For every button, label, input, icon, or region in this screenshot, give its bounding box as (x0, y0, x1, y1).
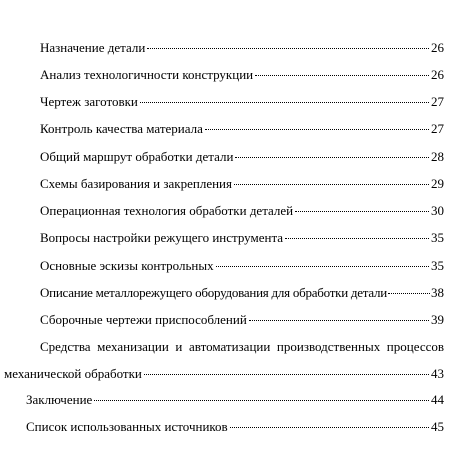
toc-entry[interactable] (0, 38, 467, 58)
toc-entry-multiline-cont[interactable] (0, 364, 467, 384)
dot-leader (388, 287, 430, 294)
toc-entry[interactable] (0, 310, 467, 330)
toc-entry-page: 35 (431, 230, 444, 245)
dot-leader (140, 96, 429, 103)
toc-entry-page: 39 (431, 312, 444, 327)
toc-entry-title: Чертеж заготовки (40, 94, 138, 109)
toc-entry-multiline[interactable] (0, 337, 467, 357)
toc-entry-conclusion[interactable] (0, 390, 467, 410)
dot-leader (249, 314, 429, 321)
toc-entry-title-line2: механической обработки (4, 366, 142, 381)
toc-entry-page: 35 (431, 258, 444, 273)
toc-entry[interactable] (0, 283, 467, 303)
toc-entry-title: Операционная технология обработки деталей (40, 203, 294, 218)
toc-entry[interactable] (0, 174, 467, 194)
toc-entry-page: 44 (431, 392, 444, 407)
dot-leader (205, 123, 429, 130)
toc-entry-page: 27 (431, 94, 444, 109)
dot-leader (285, 232, 429, 239)
toc-entry-page: 26 (431, 67, 444, 82)
toc-entry-title: Контроль качества материала (40, 121, 203, 136)
toc-entry-page: 28 (431, 149, 444, 164)
toc-entry-title: Вопросы настройки режущего инструмента (40, 230, 284, 245)
toc-entry[interactable] (0, 256, 467, 276)
toc-entry[interactable] (0, 228, 467, 248)
toc-entry[interactable] (0, 65, 467, 85)
toc-entry[interactable] (0, 147, 467, 167)
dot-leader (216, 260, 429, 267)
toc-entry-title: Основные эскизы контрольных (40, 258, 214, 273)
toc-entry-title: Схемы базирования и закрепления (40, 176, 232, 191)
toc-entry-sources[interactable] (0, 417, 467, 437)
toc-entry-title-line1: Средства механизации и автоматизации производственных процессов (40, 339, 444, 354)
dot-leader (295, 205, 429, 212)
toc-entry-title: Общий маршрут обработки детали (40, 149, 234, 164)
toc-entry-title: Назначение детали (40, 40, 146, 55)
dot-leader (235, 151, 429, 158)
toc-entry-title: Заключение (26, 392, 93, 407)
dot-leader (144, 368, 429, 375)
toc-entry-page: 43 (431, 366, 444, 381)
toc-entry-page: 27 (431, 121, 444, 136)
toc-entry-page: 38 (431, 285, 444, 300)
dot-leader (255, 69, 429, 76)
dot-leader (234, 178, 429, 185)
toc-entry-title: Анализ технологичности конструкции (40, 67, 254, 82)
dot-leader (230, 421, 429, 428)
toc-entry-title: Список использованных источников (26, 419, 228, 434)
toc-entry-page: 45 (431, 419, 444, 434)
toc-entry[interactable] (0, 201, 467, 221)
toc-entry-title: Сборочные чертежи приспособлений (40, 312, 247, 327)
toc-entry[interactable] (0, 119, 467, 139)
toc-entry-page: 29 (431, 176, 444, 191)
toc-entry-page: 30 (431, 203, 444, 218)
dot-leader (94, 394, 429, 401)
toc-entry[interactable] (0, 92, 467, 112)
toc-entry-title: Описание металлорежущего оборудования для обработки детали (40, 285, 387, 300)
dot-leader (147, 42, 429, 49)
toc-entry-page: 26 (431, 40, 444, 55)
